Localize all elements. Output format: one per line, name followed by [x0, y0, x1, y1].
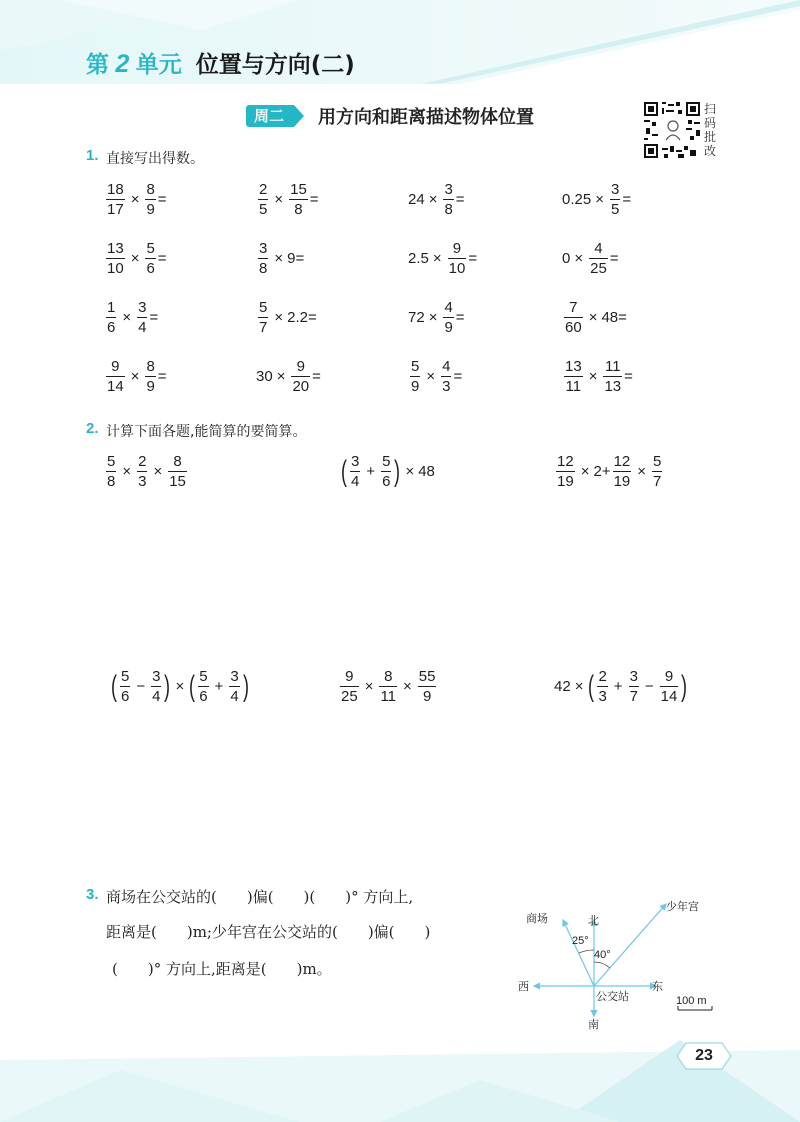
scale-label: 100 m [676, 995, 707, 1007]
angle-mall-label: 25° [572, 935, 589, 947]
angle-palace-label: 40° [594, 949, 611, 961]
palace-label: 少年宫 [666, 900, 699, 913]
q1-item-4: 0.25 × $\frac{3}{5}$ = [562, 181, 632, 218]
question-3-number: 3. [86, 886, 99, 903]
q1-item-12: $\frac{7}{60}$ × 48= [565, 299, 627, 336]
south-label: 南 [588, 1018, 599, 1030]
question-2-instruction: 计算下面各题,能简算的要简算。 [106, 424, 307, 440]
center-label: 公交站 [596, 990, 629, 1003]
q2-item-3: $\frac{12}{19}$ × 2+ $\frac{12}{19}$ × $\frac{5}{7}$ [557, 453, 662, 490]
q1-item-3: 24 × $\frac{3}{8}$ = [408, 181, 465, 218]
q1-item-7: 2.5 × $\frac{9}{10}$ = [408, 240, 478, 277]
q2-item-5: $\frac{9}{25}$ × $\frac{8}{11}$ × $\frac{55}{9}$ [341, 668, 436, 705]
page-number: 23 [695, 1047, 713, 1064]
q2-item-2: ( 3 4 + $\frac{5}{6}$ ) × 48 [341, 453, 435, 490]
q2-item-4: ( 5 6 − $\frac{3}{4}$ ) × ( 5 6 + $\frac{3}{4}$ ) [111, 668, 249, 705]
question-1-instruction: 直接写出得数。 [106, 151, 204, 167]
q1-item-10: $\frac{5}{7}$ × 2.2= [259, 299, 317, 336]
q1-item-15: $\frac{5}{9}$ × $\frac{4}{3}$ = [411, 358, 463, 395]
q3-line-1: 商场在公交站的( )偏( )( )° 方向上, [106, 888, 414, 906]
qr-code-icon[interactable] [644, 102, 700, 158]
week-banner [246, 104, 534, 128]
q1-item-8: 0 × $\frac{4}{25}$ = [562, 240, 619, 277]
q1-item-14: 30 × $\frac{9}{20}$ = [256, 358, 321, 395]
week-tag: 周二 [246, 105, 294, 127]
north-label: 北 [588, 914, 599, 927]
q1-item-11: 72 × $\frac{4}{9}$ = [408, 299, 465, 336]
question-1-number: 1. [86, 147, 99, 164]
q1-item-1: $\frac{18}{17}$ × $\frac{8}{9}$ = [107, 181, 167, 218]
palace-ray [594, 904, 666, 986]
unit-title: 第 2 单元 位置与方向(二) [86, 50, 355, 78]
qr-label: 扫码批改 [704, 102, 717, 158]
mall-ray [563, 920, 594, 986]
question-2-number: 2. [86, 420, 99, 437]
west-label: 西 [518, 980, 529, 993]
q1-item-5: $\frac{13}{10}$ × $\frac{5}{6}$ = [107, 240, 167, 277]
q3-line-2: 距离是( )m;少年宫在公交站的( )偏( ) [106, 923, 431, 941]
q1-item-9: $\frac{1}{6}$ × $\frac{3}{4}$ = [107, 299, 159, 336]
q1-item-6: $\frac{3}{8}$ × 9= [259, 240, 305, 277]
q1-item-16: $\frac{13}{11}$ × $\frac{11}{13}$ = [565, 358, 633, 395]
q2-item-6: 42 × ( 2 3 + $\frac{3}{7}$ − $\frac{9}{14}$ ) [554, 668, 688, 705]
compass-diagram [514, 890, 734, 1030]
mall-label: 商场 [526, 912, 548, 925]
q1-item-2: $\frac{2}{5}$ × $\frac{15}{8}$ = [259, 181, 319, 218]
q2-item-1: $\frac{5}{8}$ × $\frac{2}{3}$ × $\frac{8}{15}$ [107, 453, 186, 490]
east-label: 东 [652, 980, 663, 993]
q3-line-3: ( )° 方向上,距离是( )m。 [112, 960, 332, 978]
lesson-title: 用方向和距离描述物体位置 [318, 107, 535, 128]
q1-item-13: $\frac{9}{14}$ × $\frac{8}{9}$ = [107, 358, 167, 395]
